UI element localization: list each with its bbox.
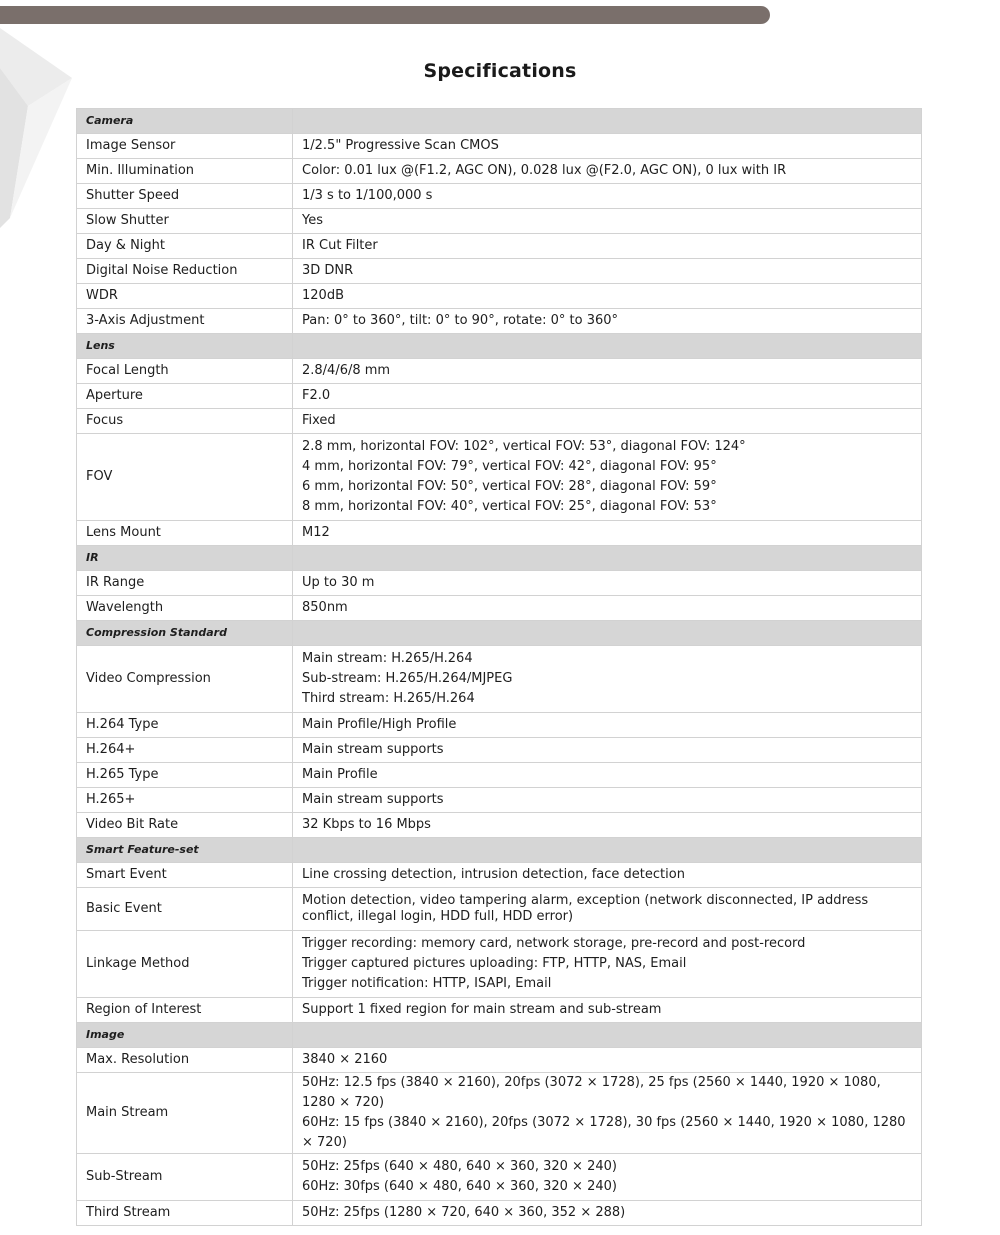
spec-value xyxy=(293,259,922,284)
spec-value xyxy=(293,888,922,931)
section-header xyxy=(77,1023,922,1048)
spec-row xyxy=(77,1073,922,1154)
spec-value-line: Trigger captured pictures uploading: FTP, HTTP, NAS, Email xyxy=(302,956,687,971)
spec-label: Max. Resolution xyxy=(77,1048,293,1073)
spec-label: Day & Night xyxy=(77,234,293,259)
spec-value-line: Third stream: H.265/H.264 xyxy=(302,691,475,706)
spec-value xyxy=(293,184,922,209)
section-title: Camera xyxy=(77,109,293,134)
spec-row xyxy=(77,309,922,334)
spec-value xyxy=(293,134,922,159)
spec-value xyxy=(293,521,922,546)
section-header xyxy=(77,109,922,134)
spec-label: Slow Shutter xyxy=(77,209,293,234)
spec-value-line: Fixed xyxy=(302,413,336,428)
section-header-filler xyxy=(293,334,922,359)
spec-value-line: Main Profile/High Profile xyxy=(302,717,457,732)
spec-value xyxy=(293,1048,922,1073)
spec-row xyxy=(77,596,922,621)
spec-label: WDR xyxy=(77,284,293,309)
spec-value-line: Sub-stream: H.265/H.264/MJPEG xyxy=(302,671,513,686)
spec-value xyxy=(293,1154,922,1201)
spec-row xyxy=(77,384,922,409)
section-header xyxy=(77,838,922,863)
spec-value xyxy=(293,571,922,596)
section-title: Lens xyxy=(77,334,293,359)
spec-value xyxy=(293,863,922,888)
spec-row xyxy=(77,1048,922,1073)
spec-label: Region of Interest xyxy=(77,998,293,1023)
spec-label: Digital Noise Reduction xyxy=(77,259,293,284)
spec-value-line: Trigger recording: memory card, network storage, pre-record and post-record xyxy=(302,936,806,951)
spec-value xyxy=(293,434,922,521)
spec-label: Shutter Speed xyxy=(77,184,293,209)
spec-label: Third Stream xyxy=(77,1201,293,1226)
section-title: Compression Standard xyxy=(77,621,293,646)
spec-value-line: 6 mm, horizontal FOV: 50°, vertical FOV: 28°, diagonal FOV: 59° xyxy=(302,479,717,494)
section-header xyxy=(77,546,922,571)
spec-label: FOV xyxy=(77,434,293,521)
spec-row xyxy=(77,863,922,888)
spec-row xyxy=(77,1154,922,1201)
spec-row xyxy=(77,998,922,1023)
spec-value-line: 120dB xyxy=(302,288,344,303)
spec-label: Image Sensor xyxy=(77,134,293,159)
section-title: Smart Feature-set xyxy=(77,838,293,863)
spec-value xyxy=(293,646,922,713)
spec-value-line: F2.0 xyxy=(302,388,331,403)
spec-row xyxy=(77,409,922,434)
spec-value-line: Yes xyxy=(302,213,323,228)
section-header xyxy=(77,334,922,359)
decorative-star-graphic xyxy=(0,28,80,228)
spec-value-line: Main stream supports xyxy=(302,742,444,757)
spec-row xyxy=(77,359,922,384)
spec-row xyxy=(77,521,922,546)
spec-row xyxy=(77,788,922,813)
spec-row xyxy=(77,888,922,931)
spec-label: Linkage Method xyxy=(77,931,293,998)
spec-row xyxy=(77,434,922,521)
spec-value xyxy=(293,409,922,434)
spec-row xyxy=(77,646,922,713)
spec-label: Wavelength xyxy=(77,596,293,621)
spec-value xyxy=(293,931,922,998)
spec-value-line: Main stream: H.265/H.264 xyxy=(302,651,473,666)
spec-value xyxy=(293,159,922,184)
spec-label: H.264+ xyxy=(77,738,293,763)
spec-row xyxy=(77,1201,922,1226)
spec-row xyxy=(77,763,922,788)
section-title: Image xyxy=(77,1023,293,1048)
header-bar xyxy=(0,6,770,24)
spec-row xyxy=(77,159,922,184)
spec-value-line: 50Hz: 25fps (640 × 480, 640 × 360, 320 × 240) xyxy=(302,1159,617,1174)
spec-label: Basic Event xyxy=(77,888,293,931)
spec-label: Main Stream xyxy=(77,1073,293,1154)
section-header-filler xyxy=(293,621,922,646)
spec-value-line: Trigger notification: HTTP, ISAPI, Email xyxy=(302,976,552,991)
spec-value-line: 32 Kbps to 16 Mbps xyxy=(302,817,431,832)
spec-value-line: IR Cut Filter xyxy=(302,238,378,253)
spec-label: Focal Length xyxy=(77,359,293,384)
spec-row xyxy=(77,813,922,838)
section-header-filler xyxy=(293,1023,922,1048)
spec-label: Video Bit Rate xyxy=(77,813,293,838)
spec-row xyxy=(77,184,922,209)
spec-value-line: 4 mm, horizontal FOV: 79°, vertical FOV: 42°, diagonal FOV: 95° xyxy=(302,459,717,474)
spec-value xyxy=(293,359,922,384)
spec-value-line: 2.8 mm, horizontal FOV: 102°, vertical FOV: 53°, diagonal FOV: 124° xyxy=(302,439,746,454)
spec-row xyxy=(77,234,922,259)
spec-label: Video Compression xyxy=(77,646,293,713)
section-title: IR xyxy=(77,546,293,571)
spec-value-line: 60Hz: 15 fps (3840 × 2160), 20fps (3072 × 1728), 30 fps (2560 × 1440, 1920 × 1080, 1280 × 720) xyxy=(302,1115,906,1150)
spec-value-line: Pan: 0° to 360°, tilt: 0° to 90°, rotate: 0° to 360° xyxy=(302,313,619,328)
spec-row xyxy=(77,738,922,763)
spec-value xyxy=(293,713,922,738)
spec-label: Sub-Stream xyxy=(77,1154,293,1201)
spec-value xyxy=(293,596,922,621)
spec-value xyxy=(293,788,922,813)
spec-table xyxy=(76,108,922,1226)
spec-value xyxy=(293,384,922,409)
spec-row xyxy=(77,713,922,738)
spec-row xyxy=(77,209,922,234)
spec-label: 3-Axis Adjustment xyxy=(77,309,293,334)
spec-row xyxy=(77,571,922,596)
spec-row xyxy=(77,259,922,284)
section-header-filler xyxy=(293,546,922,571)
spec-value xyxy=(293,1201,922,1226)
section-header-filler xyxy=(293,109,922,134)
spec-value xyxy=(293,763,922,788)
spec-value xyxy=(293,1073,922,1154)
spec-row xyxy=(77,931,922,998)
spec-value-line: Main stream supports xyxy=(302,792,444,807)
spec-value-line: 3D DNR xyxy=(302,263,354,278)
spec-label: IR Range xyxy=(77,571,293,596)
spec-label: H.264 Type xyxy=(77,713,293,738)
spec-value xyxy=(293,738,922,763)
spec-value-line: 1/3 s to 1/100,000 s xyxy=(302,188,433,203)
spec-value xyxy=(293,284,922,309)
spec-label: Lens Mount xyxy=(77,521,293,546)
spec-value xyxy=(293,309,922,334)
section-header xyxy=(77,621,922,646)
spec-value-line: 2.8/4/6/8 mm xyxy=(302,363,391,378)
spec-value-line: Up to 30 m xyxy=(302,575,375,590)
spec-value xyxy=(293,234,922,259)
spec-value-line: Color: 0.01 lux @(F1.2, AGC ON), 0.028 lux @(F2.0, AGC ON), 0 lux with IR xyxy=(302,163,787,178)
spec-value-line: Motion detection, video tampering alarm, exception (network disconnected, IP address conflict, illegal login, HDD full, HDD error) xyxy=(302,893,869,924)
spec-value-line: 50Hz: 12.5 fps (3840 × 2160), 20fps (3072 × 1728), 25 fps (2560 × 1440, 1920 × 1080, 1280 × 720) xyxy=(302,1075,881,1110)
spec-value xyxy=(293,813,922,838)
spec-label: Smart Event xyxy=(77,863,293,888)
page-title: Specifications xyxy=(423,60,577,82)
spec-value-line: 50Hz: 25fps (1280 × 720, 640 × 360, 352 × 288) xyxy=(302,1205,626,1220)
section-header-filler xyxy=(293,838,922,863)
spec-row xyxy=(77,284,922,309)
spec-value-line: M12 xyxy=(302,525,330,540)
spec-label: Min. Illumination xyxy=(77,159,293,184)
spec-value-line: Support 1 fixed region for main stream and sub-stream xyxy=(302,1002,662,1017)
spec-row xyxy=(77,134,922,159)
spec-value xyxy=(293,209,922,234)
spec-value-line: 8 mm, horizontal FOV: 40°, vertical FOV: 25°, diagonal FOV: 53° xyxy=(302,499,717,514)
spec-value-line: 3840 × 2160 xyxy=(302,1052,388,1067)
spec-value-line: 850nm xyxy=(302,600,348,615)
spec-value-line: Line crossing detection, intrusion detection, face detection xyxy=(302,867,685,882)
spec-value-line: 1/2.5" Progressive Scan CMOS xyxy=(302,138,499,153)
spec-label: Aperture xyxy=(77,384,293,409)
spec-label: H.265+ xyxy=(77,788,293,813)
spec-label: H.265 Type xyxy=(77,763,293,788)
spec-value-line: Main Profile xyxy=(302,767,378,782)
spec-value-line: 60Hz: 30fps (640 × 480, 640 × 360, 320 × 240) xyxy=(302,1179,617,1194)
spec-label: Focus xyxy=(77,409,293,434)
spec-value xyxy=(293,998,922,1023)
